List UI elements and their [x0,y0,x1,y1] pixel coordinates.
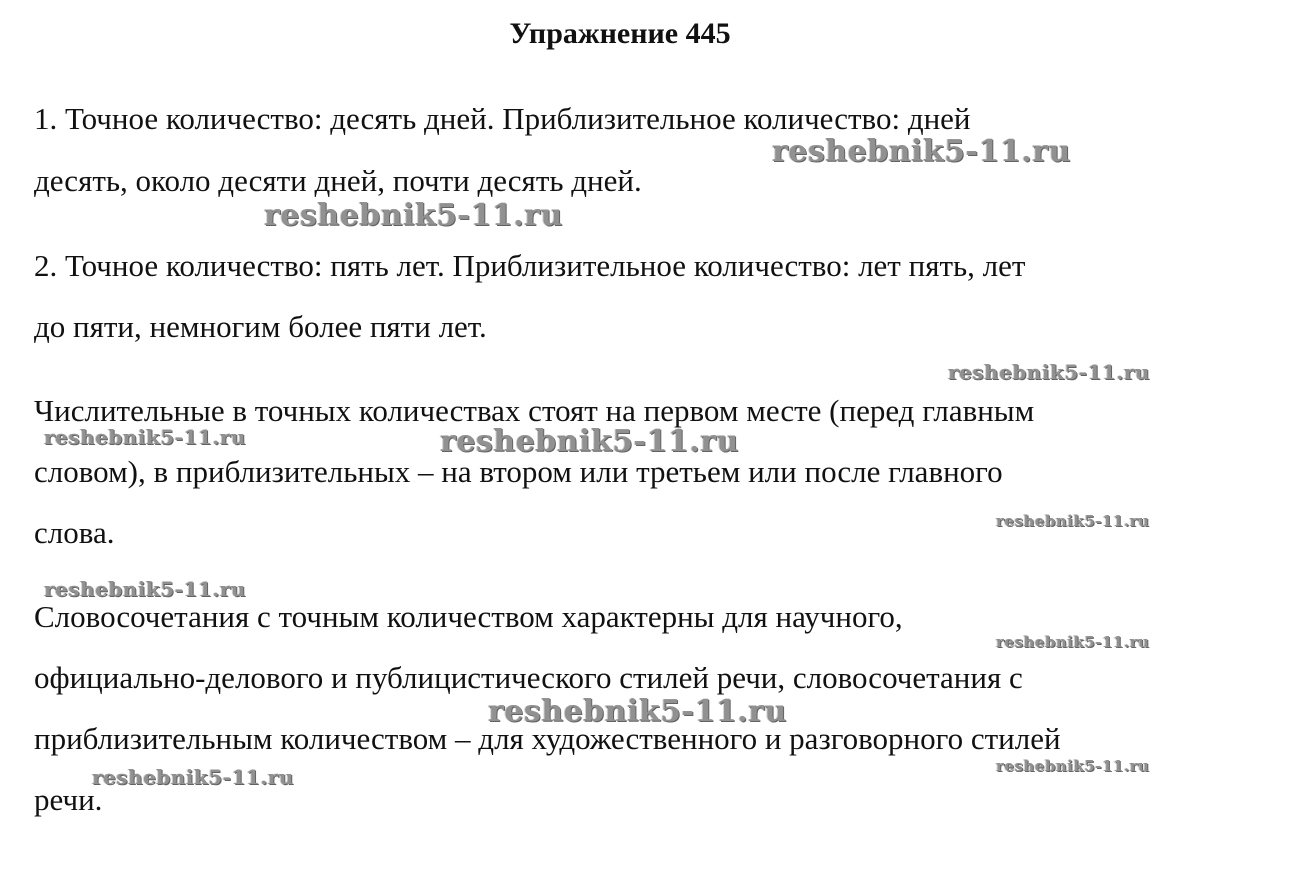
watermark: reshebnik5-11.ru [264,198,563,233]
watermark: reshebnik5-11.ru [440,424,739,459]
watermark: reshebnik5-11.ru [996,633,1150,651]
text-line-5: Числительные в точных количествах стоят на первом месте (перед главным [34,393,1035,428]
text-line-8: Словосочетания с точным количеством характерны для научного, [34,599,903,634]
text-line-7: слова. [34,515,115,550]
text-line-4: до пяти, немногим более пяти лет. [34,309,487,344]
text-line-3: 2. Точное количество: пять лет. Приблизительное количество: лет пять, лет [34,248,1026,283]
watermark: reshebnik5-11.ru [44,425,246,449]
watermark: reshebnik5-11.ru [996,512,1150,530]
text-line-1: 1. Точное количество: десять дней. Приблизительное количество: дней [34,101,971,136]
watermark: reshebnik5-11.ru [948,360,1150,384]
watermark: reshebnik5-11.ru [772,134,1071,169]
watermark: reshebnik5-11.ru [44,577,246,601]
exercise-title: Упражнение 445 [509,17,731,50]
text-line-2: десять, около десяти дней, почти десять дней. [34,163,642,198]
text-line-11: речи. [34,782,103,817]
text-line-6: словом), в приблизительных – на втором или третьем или после главного [34,454,1003,489]
watermark: reshebnik5-11.ru [92,765,294,789]
watermark: reshebnik5-11.ru [996,757,1150,775]
text-line-10: приблизительным количеством – для художественного и разговорного стилей [34,721,1061,756]
text-line-9: официально-делового и публицистического стилей речи, словосочетания с [34,660,1023,695]
watermark: reshebnik5-11.ru [488,694,787,729]
